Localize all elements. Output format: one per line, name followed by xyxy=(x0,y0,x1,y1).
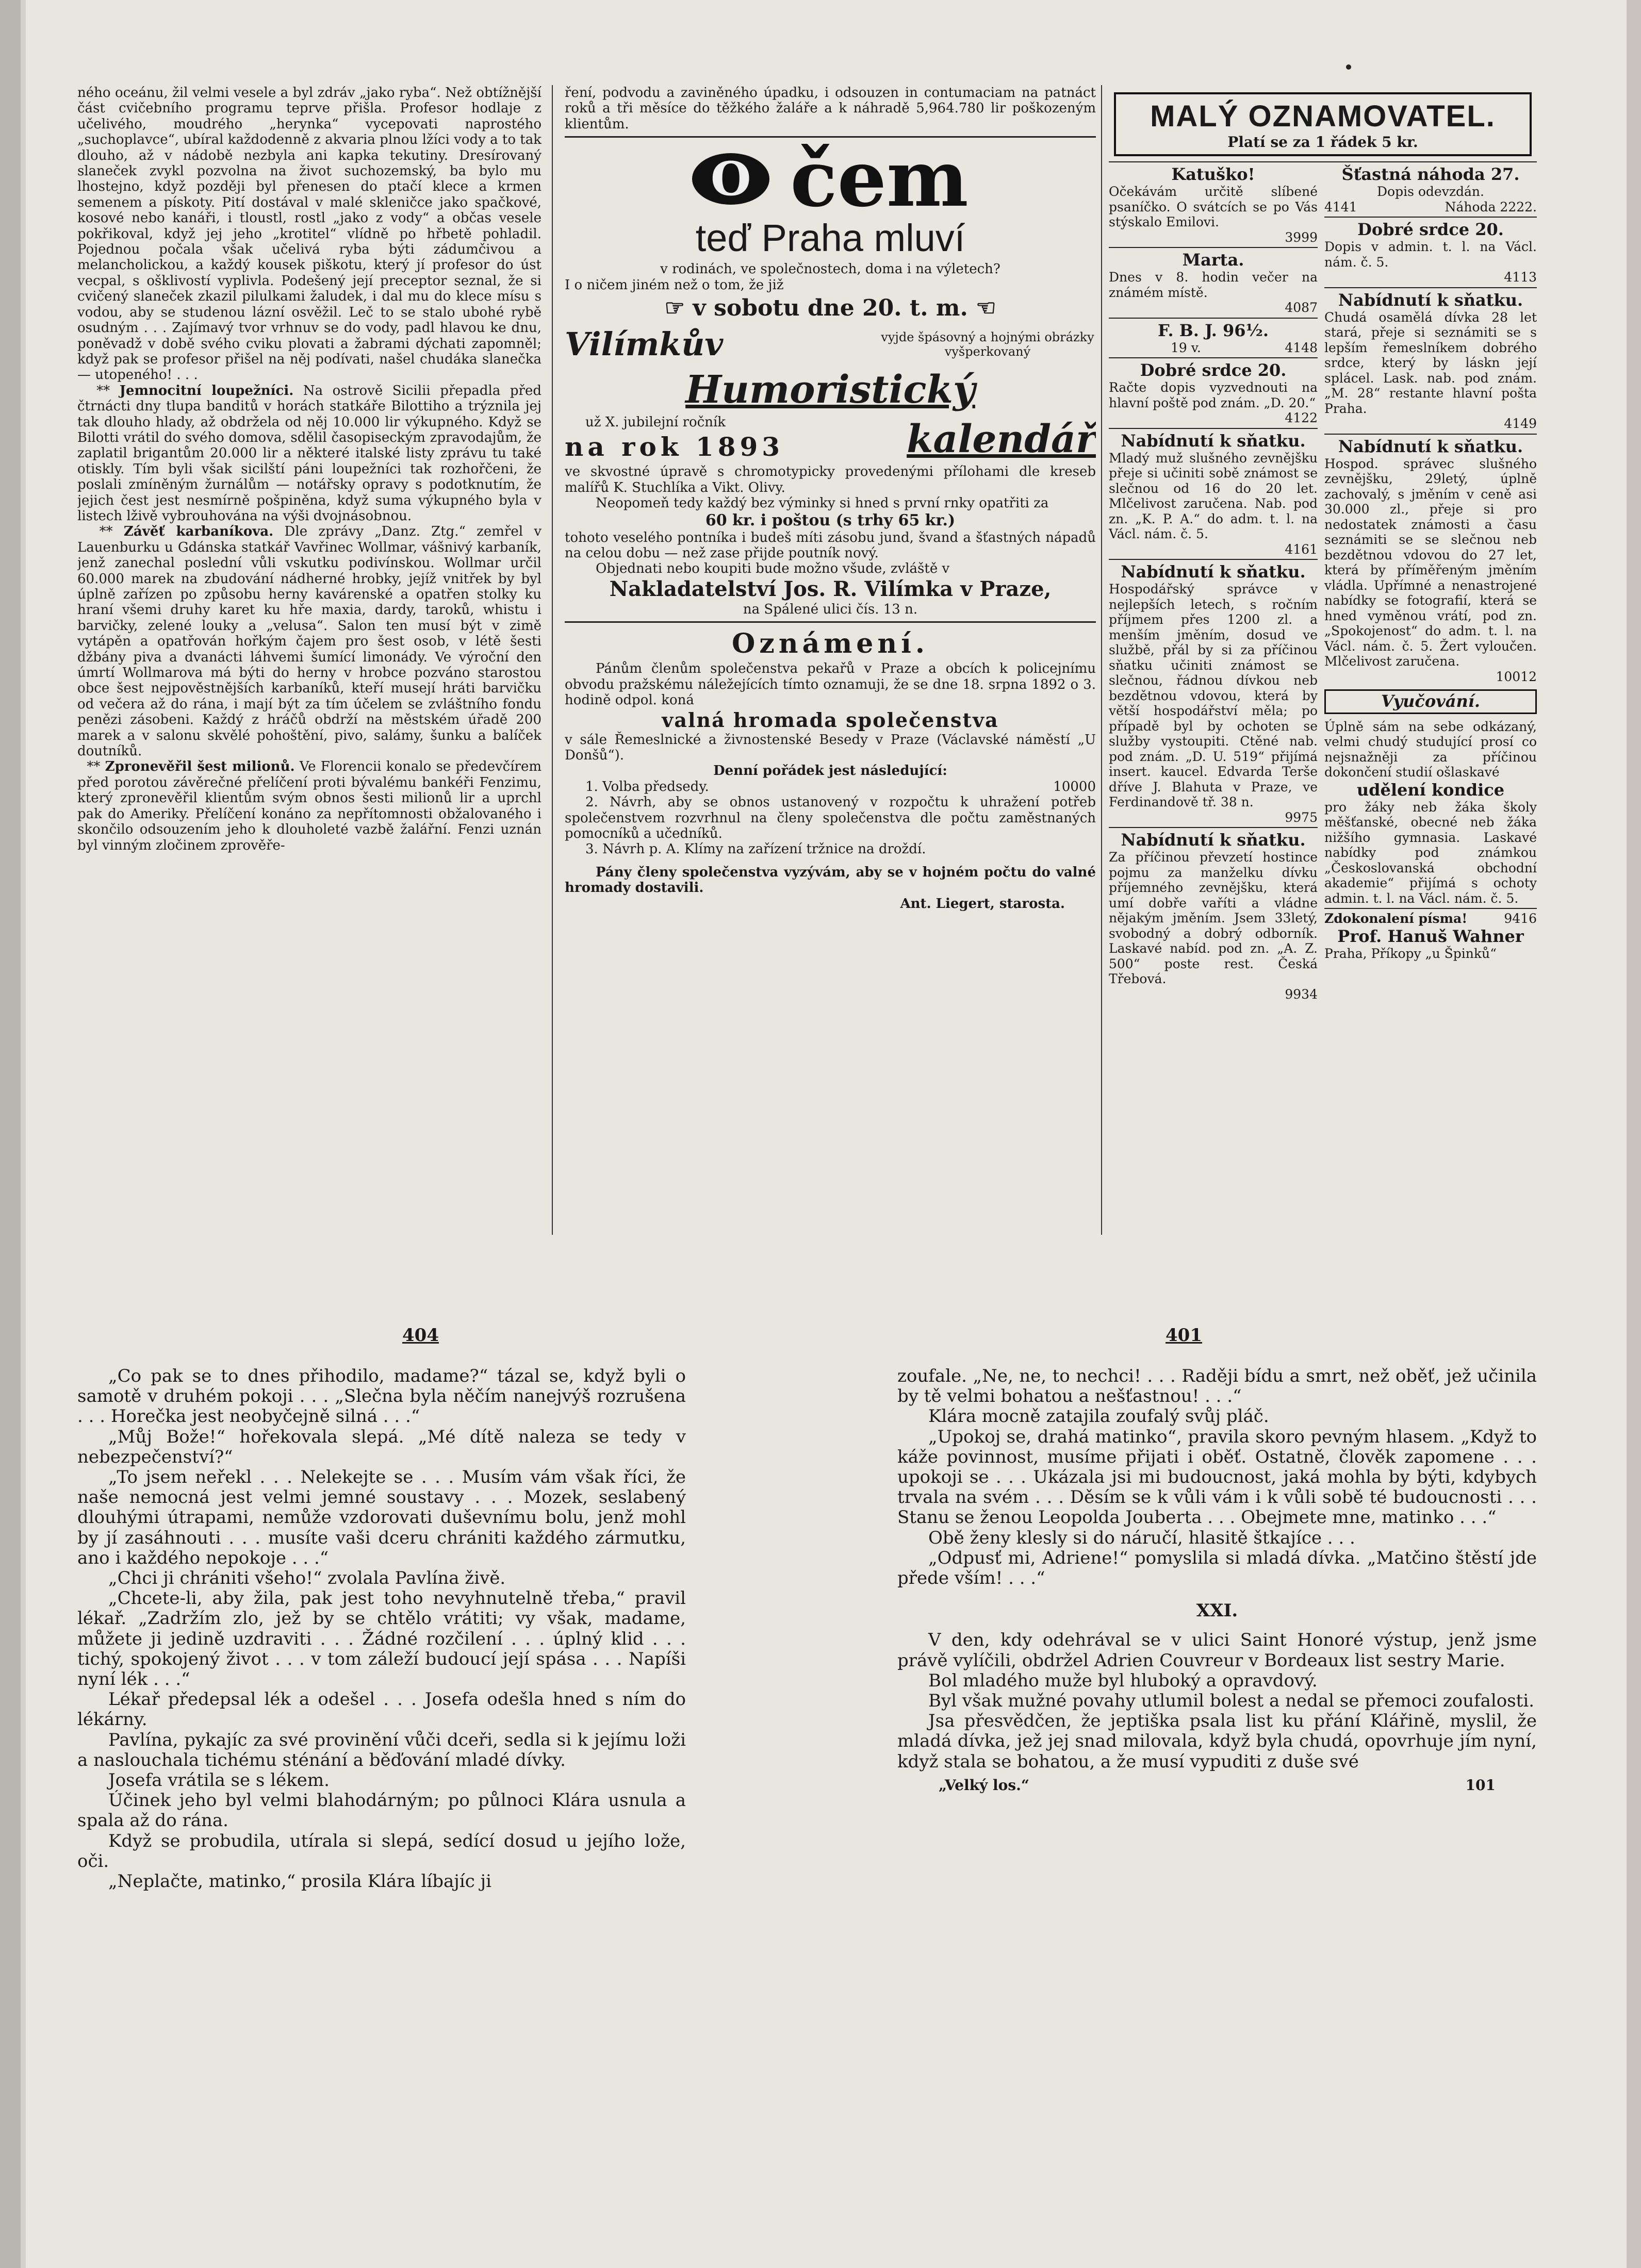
classified-ad xyxy=(1324,437,1537,685)
ad-na-rok: na rok 1893 xyxy=(565,432,784,462)
classified-number: 4161 xyxy=(1285,541,1318,557)
classified-ad xyxy=(1324,290,1537,432)
article-heading: Zpronevěřil šest milionů. xyxy=(105,759,295,775)
classified-text: Hospodářský správce v nejlepších letech, s ročním příjmem přes 1200 zl. a menším jměním, dosud ve službě, přál by si za příčinou sňatku učiniti známost se slečnou, řádnou dívkou neb bezdětnou vdovou, která by větší hospodářství měla; po případě byl by ochoten se služby vystoupiti. Ctěné nab. pod znám. „D. U. 519“ přijímá insert. kaucel. Edvarda Terše dříve J. Blahuta v Praze, ve Ferdinandově tř. 38 n. xyxy=(1109,582,1318,810)
classified-heading: udělení kondice xyxy=(1356,780,1505,800)
divider xyxy=(1324,217,1537,218)
classified-heading: Nabídnutí k sňatku. xyxy=(1338,436,1523,456)
ad-vyjde: vyjde špásovný a hojnými obrázky vyšperkovaný xyxy=(881,330,1094,359)
classifieds-left xyxy=(1109,164,1318,1002)
classified-text: Očekávám určitě slíbené psaníčko. O svátcích se po Vás stýskalo Emilovi. xyxy=(1109,184,1318,230)
classified-ad xyxy=(1109,250,1318,316)
ad-date-line xyxy=(565,293,1096,324)
classified-number: 4149 xyxy=(1504,416,1537,432)
classified-number: 4122 xyxy=(1285,410,1318,426)
ad-year-block xyxy=(565,415,784,464)
classified-ad xyxy=(1324,719,1537,906)
divider xyxy=(1109,559,1318,560)
classified-text: Hospod. správec slušného zevnějšku, 29letý, úplně zachovalý, s jměním v ceně asi 30.000 zl., přeje si pro nedostatek známosti a času seznámiti se se slečnou neb bezdětnou vdovou do 27 let, která by příměřeným jměním vládla. Upřímné a nenastrojené nabídky se fotografií, která se hned vyměnou vrátí, pod zn. „Spokojenost“ do adm. t. l. na Václ. nám. č. 5. Žert vyloučen. Mlčelivost zaručena. xyxy=(1324,456,1537,669)
classified-heading: Nabídnutí k sňatku. xyxy=(1121,562,1306,582)
novel-paragraph: Jsa přesvědčen, že jeptiška psala list ku přání Klářině, myslil, že mladá dívka, jež jej snad milovala, když byla chudá, opovrhuje jím nyní, když stala se bohatou, a že musí vypuditi z duše své xyxy=(897,1711,1537,1772)
novel-section xyxy=(77,1325,1537,2129)
classified-number: 4087 xyxy=(1285,300,1318,316)
program-item-text: 3. Návrh p. A. Klímy na zařízení tržnice na droždí. xyxy=(585,841,926,857)
announcement-valna: valná hromada společenstva xyxy=(662,708,999,732)
classified-text: Račte dopis vyzvednouti na hlavní poště pod znám. „D. 20.“ xyxy=(1109,380,1318,410)
article-text: Ve Florencii konalo se předevčírem před porotou závěrečné přelíčení proti bývalému bankéři Fenzimu, který zpronevěřil klientům svým obnos šesti milionů lir a uprchl pak do Ameriky. Přelíčení konáno za nepřítomnosti obžalovaného i skončilo odsouzením jeho k dlouholeté vazbě žalářní. Fenzi uznán byl vinným zločinem zprověře- xyxy=(77,759,541,853)
novel-paragraph: Bol mladého muže byl hluboký a opravdový. xyxy=(928,1670,1318,1691)
classified-ad xyxy=(1324,220,1537,285)
ad-kalendar: kalendář xyxy=(907,417,1096,462)
classified-heading: F. B. J. 96½. xyxy=(1157,320,1269,340)
program-item-text: 1. Volba předsedy. xyxy=(585,779,709,794)
divider xyxy=(1109,428,1318,429)
ad-cem-word: čem xyxy=(790,134,969,225)
ad-line: I o ničem jiném než o tom, že již xyxy=(565,277,784,293)
ad-vilimkuv-row xyxy=(565,324,1096,365)
classified-number: 3999 xyxy=(1285,229,1318,245)
divider xyxy=(1324,434,1537,435)
classified-ad xyxy=(1109,830,1318,1002)
classified-number: 9975 xyxy=(1285,809,1318,825)
chapter-heading: XXI. xyxy=(1196,1600,1238,1621)
announcement-closing: Pány členy společenstva vyzývám, aby se v hojném počtu do valné hromady dostavili. xyxy=(565,864,1096,896)
classified-ad xyxy=(1109,431,1318,557)
article: ** Jemnocitní loupežníci. Na ostrově Sicilii přepadla před čtrnácti dny tlupa banditů v horách statkáře Bilottiho a trýznila jej tak dlouho hlady, až obdržela od něj 10.000 lir výkupného. Když se Bilotti vrátil do svého domova, sdělil časopiseckým zpravodajům, že zaplatil brigantům 20.000 lir a některé italské listy zprávu tu také otiskly. Tím byli však sicilští páni loupežníci tak rozhořčeni, že poslali zmíněným žurnálům — notářsky opravy s podotknutím, že jejich čest jest nesmírně pošpiněna, když suma výkupného byla v listech lživě vybrouhována na výši dvojnásobnou. xyxy=(77,383,541,524)
novel-paragraph: „Co pak se to dnes přihodilo, madame?“ tázal se, když byli o samotě v druhém pokoji . . . „Slečna byla něčím nanejvýš rozrušena . . . Horečka jest neobyčejně silná . . .“ xyxy=(77,1366,686,1427)
novel-paragraph: Lékař předepsal lék a odešel . . . Josefa odešla hned s ním do lékárny. xyxy=(77,1689,686,1730)
announcement-title: Oznámení. xyxy=(731,628,929,660)
page-footer xyxy=(897,1775,1537,1795)
classified-heading: Dobré srdce 20. xyxy=(1357,220,1504,240)
divider xyxy=(1109,357,1318,358)
classifieds-price: Platí se za 1 řádek 5 kr. xyxy=(1227,134,1418,151)
novel-paragraph: Když se probudila, utírala si slepá, sedící dosud u jejího lože, oči. xyxy=(77,1830,686,1872)
novel-paragraph: „Chcete-li, aby žila, pak jest toho nevyhnutelně třeba,“ pravil lékař. „Zadržím zlo, jež by se chtělo vrátiti; vy však, madame, můžete ji jedině uzdraviti . . . Žádné rozčilení . . . úplný klid . . . tichý, spokojený život . . . v tom záleží budoucí její spása . . . Napíši nyní lék . . .“ xyxy=(77,1588,686,1690)
newspaper-section xyxy=(77,85,1537,1248)
calendar-advertisement xyxy=(565,134,1096,617)
pointing-hand-icon: ☜ xyxy=(976,295,996,322)
ad-year-row xyxy=(565,415,1096,464)
classified-row xyxy=(1324,911,1537,926)
classified-text: Dopis v admin. t. l. na Václ. nám. č. 5. xyxy=(1324,239,1537,270)
page-edge xyxy=(1627,0,1641,2268)
classified-number: 4148 xyxy=(1285,340,1318,355)
ad-body: tohoto veselého pontníka i budeš míti zásobu jund, švand a šťastných nápadů na celou dobu — než zase přijde poutník nový. xyxy=(565,529,1096,561)
novel-paragraph: Účinek jeho byl velmi blahodárným; po půlnoci Klára usnula a spala až do rána. xyxy=(77,1790,686,1831)
novel-paragraph: „Upokoj se, drahá matinko“, pravila skoro pevným hlasem. „Když to káže povinnost, musíme přijati i oběť. Ostatně, člověk zapomene . . . upokoji se . . . Ukázala jsi mi budoucnost, jaká mohla by býti, kdybych trvala na svém . . . Děsím se k vůli vám i k vůli sobě té budoucnosti . . . Stanu se ženou Leopolda Jouberta . . . Obejmete mne, matinko . . .“ xyxy=(897,1426,1537,1528)
novel-page-right xyxy=(897,1366,1537,2098)
ad-body: Objednati nebo koupiti bude možno všude, zvláště v xyxy=(596,561,950,577)
article-heading: Závěť karbaníkova. xyxy=(123,524,274,540)
announcement-text: v sále Řemeslnické a živnostenské Besedy v Praze (Václavské náměstí „U Donšů“). xyxy=(565,732,1096,763)
binding-edge xyxy=(0,0,21,2268)
binding-edge-shadow xyxy=(21,0,26,2268)
classifieds-column xyxy=(1109,85,1537,1240)
article-text: ného oceánu, žil velmi vesele a byl zdráv „jako ryba“. Než obtížnější část cvičebního programu teprve přišla. Profesor hodlaje z učelivého, moudrého „herynka“ vycepovati naprostého „suchoplavce“, ubíral každodenně z akvaria plnou lžíci vody a to tak dlouho, až v nádobě nezbyla ani kapka tekutiny. Dresírovaný slaneček zvykl pozvolna na život suchozemský, ba bylo mu lhostejno, když později byl přenesen do ptačí klece a krmen semenem a pískoty. Pití dostával v malé skleničce jako spačkové, kosové nebo kanáři, i tloustl, rostl „jako z vody“ a občas vesele pokřikoval, když jej jeho „krotitel“ vlídně po hřbetě pohladil. Pojednou počala však učelivá ryba býti zádumčivou a melancholickou, a každý kousek piškotu, který jí profesor do úst vecpal, s ošklivostí vyplivla. Podešený její preceptor seznal, že si cvičený slaneček zkazil pilulkami žaludek, i dal mu do klece mísu s vodou, aby se studenou lázní osvěžil. Leč to se stalo ubohé rybě osudným . . . Zajímavý tvor vrhnuv se do vody, padl hlavou ke dnu, poněvadž v době svého cviku plovati a žabrami dýchati zapomněl; když pak se profesor přišel na něj podívati, našel chudáka slanečka — utopeného! . . . xyxy=(77,85,541,383)
classified-heading: Dobré srdce 20. xyxy=(1140,360,1287,380)
ad-headline xyxy=(565,134,1096,225)
novel-paragraph: „Odpusť mi, Adriene!“ pomyslila si mladá dívka. „Matčino štěstí jde přede vším! . . .“ xyxy=(897,1547,1537,1589)
ad-praha-line: teď Praha mluví xyxy=(695,217,965,260)
novel-paragraph: Josefa vrátila se s lékem. xyxy=(108,1770,330,1791)
article-text: ření, podvodu a zaviněného úpadku, i odsouzen in contumaciam na patnáct roků a tři měsíce do těžkého žaláře a k náhradě 5,964.780 lir poškozeným klientům. xyxy=(565,85,1096,132)
classifieds-header xyxy=(1114,92,1532,156)
classified-number: 4141 xyxy=(1324,199,1357,214)
ad-o-letter: O xyxy=(692,153,769,205)
ad-date-text: v sobotu dne 20. t. m. xyxy=(693,295,968,322)
ad-publisher: Nakladatelství Jos. R. Vilímka v Praze, xyxy=(609,576,1052,601)
classifieds-right xyxy=(1324,164,1537,961)
classified-text: Zdokonalení písma! xyxy=(1324,911,1468,926)
ad-price: 60 kr. i poštou (s trhy 65 kr.) xyxy=(705,511,956,529)
classified-text: Mladý muž slušného zevnějšku přeje si učiniti sobě známost se slečnou od 16 do 20 let. Mlčelivost zaručena. Nab. pod zn. „K. P. A.“ do adm. t. l. na Václ. nám. č. 5. xyxy=(1109,450,1318,542)
footer-title: „Velký los.“ xyxy=(939,1776,1029,1794)
classified-heading: Šťastná náhoda 27. xyxy=(1341,164,1520,185)
program-item xyxy=(565,779,1096,794)
classified-text: pro žáky neb žáka školy měšťanské, obecné neb žáka nižšího gymnasia. Laskavé nabídky pod známkou „Českoslovanská obchodní akademie“ přijímá s ochoty admin. t. l. na Václ. nám. č. 5. xyxy=(1324,799,1537,906)
classified-text: Dnes v 8. hodin večer na známém místě. xyxy=(1109,270,1318,300)
classified-text: Za příčinou převzetí hostince pojmu za manželku dívku příjemného zevnějšku, která umí dobře vaříti a vládne nějakým jměním. Jsem 33letý, svobodný a dobrý odborník. Laskavé nabíd. pod zn. „A. Z. 500“ poste rest. Česká Třebová. xyxy=(1109,850,1318,987)
classified-ad xyxy=(1109,360,1318,426)
classified-ad xyxy=(1109,321,1318,356)
news-column-2 xyxy=(565,85,1096,1240)
page-number-right: 401 xyxy=(1166,1325,1202,1346)
novel-page-left xyxy=(77,1366,686,2078)
article: ** Zpronevěřil šest milionů. Ve Florencii konalo se předevčírem před porotou závěrečné přelíčení proti bývalému bankéři Fenzimu, který zpronevěřil klientům svým obnos šesti milionů lir a uprchl pak do Ameriky. Přelíčení konáno za nepřítomnosti obžalovaného i skončilo odsouzením jeho k dlouholeté vazbě žalářní. Fenzi uznán byl vinným zločinem zprověře- xyxy=(77,759,541,853)
divider xyxy=(1324,908,1537,909)
divider xyxy=(1109,161,1537,162)
novel-paragraph: zoufale. „Ne, ne, to nechci! . . . Raději bídu a smrt, než oběť, jež učinila by tě velmi bohatou a nešťastnou! . . .“ xyxy=(897,1366,1537,1407)
classified-text: Chudá osamělá dívka 28 let stará, přeje si seznámiti se s lepším řemeslníkem dobrého srdce, který by láskn její splácel. Lask. nab. pod znám. „M. 28“ restante hlavní pošta Praha. xyxy=(1324,309,1537,416)
ad-humoristicky: Humoristický xyxy=(685,368,975,412)
divider xyxy=(1324,287,1537,288)
classifieds-title: MALÝ OZNAMOVATEL. xyxy=(1150,100,1496,133)
program-heading: Denní pořádek jest následující: xyxy=(713,763,947,779)
classified-number: 9416 xyxy=(1504,911,1537,926)
classified-ad xyxy=(1109,562,1318,825)
classified-heading: Katuško! xyxy=(1171,164,1255,185)
classified-text: Náhoda 2222. xyxy=(1445,199,1537,214)
classified-number: 10012 xyxy=(1496,669,1537,684)
article: ** Závěť karbaníkova. Dle zprávy „Danz. Ztg.“ zemřel v Lauenburku u Gdánska statkář Vavřinec Wollmar, vášnivý karbaník, jenž zanechal poslední vůli vskutku podivínskou. Wollmar určil 60.000 marek na zbudování nádherné hrobky, jejíž vnitřek by byl úplně zařízen po způsobu herny kavárenské a opatřen stolky ku hraní všemi druhy karet ku hře maxia, dardy, taroků, whistu i barvičky, zelené louky a „velusa“. Salon ten musí být v zimě vytápěn a opatřován hořkým čajem pro šest osob, v létě šesti džbány piva a dvanácti láhvemi šumící limonády. Ve výroční den úmrtí Wollmarova má býti do herny v hrobce pozváno starostou obce šest nejpověstnějších karbaníků, kteří musejí hráti barvičku od večera až do rána, i mají být za tím účelem se zvláštního fondu penězi zásobeni. Každý z hráčů obdrží na městském úřadě 200 marek a v salonu skvělé pohoštění, pivo, salámy, šunku a balíček doutníků. xyxy=(77,524,541,759)
classified-row xyxy=(1324,200,1537,215)
novel-paragraph: „Chci ji chrániti všeho!“ zvolala Pavlína živě. xyxy=(108,1568,506,1589)
ad-vilimkuv: Vilímkův xyxy=(565,325,724,363)
classified-heading: Nabídnutí k sňatku. xyxy=(1121,431,1306,451)
novel-paragraph: „To jsem neřekl . . . Nelekejte se . . . Musím vám však říci, že naše nemocná jest velmi jemné soustavy . . . Mozek, seslabený dlouhými útrapami, nemůže vzdorovati duševnímu bolu, jenž mohl by jí zasáhnouti . . . musíte vaši dceru chrániti každého zármutku, ano i každého nepokoje . . .“ xyxy=(77,1467,686,1568)
divider xyxy=(565,621,1096,623)
footer-number: 101 xyxy=(1465,1776,1496,1794)
divider xyxy=(1109,247,1318,248)
program-item-text: 2. Návrh, aby se obnos ustanovený v rozpočtu k uhražení potřeb společenstvem rozvrhnul na členy společenstva dle počtu zaměstnaných pomocníků a učedníků. xyxy=(565,794,1096,841)
novel-paragraph: Byl však mužné povahy utlumil bolest a nedal se přemoci zoufalosti. xyxy=(928,1691,1535,1712)
classified-text: Praha, Příkopy „u Špinků“ xyxy=(1324,946,1497,961)
pointing-hand-icon: ☞ xyxy=(664,295,685,322)
ad-jubilee: už X. jubilejní ročník xyxy=(585,415,726,431)
classified-ad xyxy=(1324,164,1537,214)
news-column-1 xyxy=(77,85,541,1240)
classified-heading: Marta. xyxy=(1182,250,1244,270)
guild-announcement xyxy=(565,627,1096,912)
ink-speck xyxy=(1346,64,1351,70)
column-rule xyxy=(1101,85,1102,1235)
article-text: Dle zprávy „Danz. Ztg.“ zemřel v Lauenburku u Gdánska statkář Vavřinec Wollmar, vášnivý karbaník, jenž zanechal poslední vůli vskutku podivínskou. Wollmar určil 60.000 marek na zbudování nádherné hrobky, jejíž vnitřek by byl úplně zařízen po způsobu herny kavárenské a opatřen stolky ku hraní všemi druhy karet ku hře maxia, dardy, taroků, whistu i barvičky, zelené louky a „velusa“. Salon ten musí být v zimě vytápěn a opatřován hořkým čajem pro šest osob, v létě šesti džbány piva a dvanácti láhvemi šumící limonády. Ve výroční den úmrtí Wollmarova má býti do herny v hrobce pozváno starostou obce šest nejpověstnějších karbaníků, kteří musejí hráti barvičku od večera až do rána, i mají být za tím účelem se zvláštního fondu penězi zásobeni. Každý z hráčů obdrží na městském úřadě 200 marek a v salonu skvělé pohoštění, pivo, salámy, šunku a balíček doutníků. xyxy=(77,524,541,759)
divider xyxy=(1109,827,1318,828)
announcement-signer: Ant. Liegert, starosta. xyxy=(900,896,1065,912)
program-item-number: 10000 xyxy=(1053,779,1096,794)
classified-ad xyxy=(1109,164,1318,245)
article-heading: Jemnocitní loupežníci. xyxy=(119,383,294,399)
divider xyxy=(1109,318,1318,319)
classified-text: Úplně sám na sebe odkázaný, velmi chudý studující prosí co nejsnažněji za příčinou dokončení studií ošlaskavé xyxy=(1324,719,1537,780)
novel-paragraph: Pavlína, pykajíc za své provinění vůči dceři, sedla si k jejímu loži a naslouchala tichému sténání a běďování mladé dívky. xyxy=(77,1729,686,1770)
page-number-left: 404 xyxy=(402,1325,439,1346)
classified-text: Dopis odevzdán. xyxy=(1377,184,1484,200)
vyucovani-box: Vyučování. xyxy=(1324,689,1537,714)
classified-number: 9934 xyxy=(1285,986,1318,1002)
novel-paragraph: „Můj Bože!“ hořekovala slepá. „Mé dítě naleza se tedy v nebezpečenství?“ xyxy=(77,1426,686,1467)
classified-text: 19 v. xyxy=(1171,340,1201,355)
classified-heading: Nabídnutí k sňatku. xyxy=(1121,830,1306,850)
ad-address: na Spálené ulici čís. 13 n. xyxy=(743,601,918,617)
classified-heading: Nabídnutí k sňatku. xyxy=(1338,290,1523,310)
column-rule xyxy=(552,85,553,1235)
article-text: Na ostrově Sicilii přepadla před čtrnácti dny tlupa banditů v horách statkáře Bilottiho a trýznila jej tak dlouho hlady, až obdržela od něj 10.000 lir výkupného. Když se Bilotti vrátil do svého domova, sdělil časopiseckým zpravodajům, že zaplatil brigantům 20.000 lir a některé italské listy zprávu tu také otiskly. Tím byli však sicilští páni loupežníci tak rozhořčeni, že poslali zmíněným žurnálům — notářsky opravy s podotknutím, že jejich čest jest nesmírně pošpiněna, když suma výkupného byla v listech lživě vybrouhována na výši dvojnásobnou. xyxy=(77,383,541,524)
program-row xyxy=(585,779,1096,794)
ad-body: ve skvostné úpravě s chromotypicky provedenými přílohami dle kreseb malířů K. Stuchlíka a Vikt. Olivy. xyxy=(565,464,1096,495)
novel-paragraph: Klára mocně zatajila zoufalý svůj pláč. xyxy=(928,1406,1269,1427)
classified-heading: Prof. Hanuš Wahner xyxy=(1337,926,1524,946)
classified-number: 4113 xyxy=(1504,270,1537,285)
announcement-text: Pánům členům společenstva pekařů v Praze a obcích k policejnímu obvodu pražskému náležejících tímto oznamuji, že se dne 18. srpna 1892 o 3. hodině odpol. koná xyxy=(565,661,1096,708)
ad-body: Neopomeň tedy každý bez výminky si hned s první rnky opatřiti za xyxy=(596,495,1049,511)
novel-paragraph: „Neplačte, matinko,“ prosila Klára líbajíc ji xyxy=(108,1871,491,1892)
novel-paragraph: V den, kdy odehrával se v ulici Saint Honoré výstup, jenž jsme právě vylíčili, obdržel Adrien Couvreur v Bordeaux list sestry Marie. xyxy=(897,1630,1537,1671)
ad-line: v rodinách, ve společnostech, doma i na výletech? xyxy=(660,261,1000,277)
classified-row xyxy=(1109,340,1318,356)
novel-paragraph: Obě ženy klesly si do náručí, hlasitě štkajíce . . . xyxy=(928,1527,1355,1548)
